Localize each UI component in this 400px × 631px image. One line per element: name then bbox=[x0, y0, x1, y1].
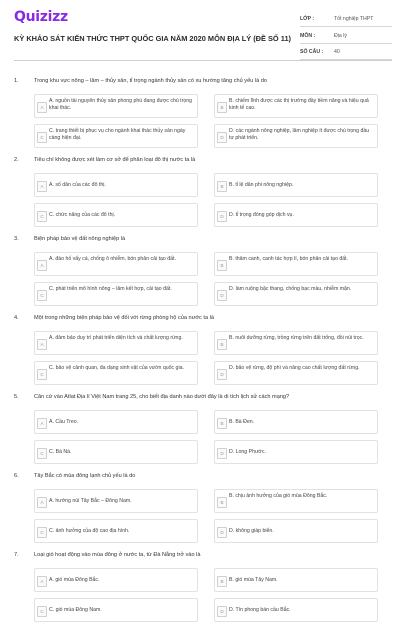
question-number: 5. bbox=[14, 394, 19, 400]
answer-option-b[interactable] bbox=[214, 252, 378, 276]
answer-option-d[interactable] bbox=[214, 598, 378, 622]
answer-option-a[interactable] bbox=[34, 331, 198, 355]
option-text: D. làm ruộng bậc thang, chống bạc màu, nhiễm mặn. bbox=[229, 286, 352, 292]
option-letter-badge: B bbox=[217, 260, 227, 271]
question-text: Căn cứ vào Atlat Địa lí Việt Nam trang 25, cho biết địa danh nào dưới đây là di tích lịch sử cách mạng? bbox=[34, 394, 290, 400]
meta-row-count bbox=[300, 45, 392, 60]
option-text: D. Tín phong bán cầu Bắc. bbox=[229, 607, 291, 613]
option-letter-badge: D bbox=[217, 290, 227, 301]
option-text: C. bảo vệ cảnh quan, đa dạng sinh vật của vườn quốc gia. bbox=[49, 365, 184, 371]
option-text: A. đào hố vẩy cá, chống ô nhiễm, bón phân cải tạo đất. bbox=[49, 256, 176, 262]
option-text: C. gió mùa Đông Nam. bbox=[49, 607, 102, 613]
answer-option-c[interactable] bbox=[34, 598, 198, 622]
question-number: 2. bbox=[14, 157, 19, 163]
meta-label: MÔN : bbox=[300, 32, 316, 39]
meta-value: Địa lý bbox=[334, 32, 347, 39]
question-text: Tiêu chí không được xét làm cơ sở để phân loại đô thị nước ta là bbox=[34, 157, 196, 163]
answer-option-b[interactable] bbox=[214, 410, 378, 434]
options-grid bbox=[34, 327, 392, 389]
option-text: B. gió mùa Tây Nam. bbox=[229, 577, 278, 583]
question-number: 6. bbox=[14, 473, 19, 479]
page-title: KỲ KHẢO SÁT KIẾN THỨC THPT QUỐC GIA NĂM 2020 MÔN ĐỊA LÝ (ĐỀ SỐ 11) bbox=[14, 34, 292, 43]
option-text: D. Long Phước. bbox=[229, 449, 266, 455]
option-text: C. phát triển mô hình nông – lâm kết hợp, cải tạo đất. bbox=[49, 286, 172, 292]
question-number: 7. bbox=[14, 552, 19, 558]
option-letter-badge: C bbox=[37, 606, 47, 617]
meta-label: SỐ CÂU : bbox=[300, 49, 324, 55]
answer-option-a[interactable] bbox=[34, 94, 198, 118]
option-text: D. không giáp biển. bbox=[229, 528, 274, 534]
option-letter-badge: C bbox=[37, 132, 47, 143]
answer-option-a[interactable] bbox=[34, 410, 198, 434]
option-text: B. chịu ảnh hưởng của gió mùa Đông Bắc. bbox=[229, 493, 328, 499]
question-number: 3. bbox=[14, 236, 19, 242]
meta-row-class bbox=[300, 12, 392, 27]
question-text: Tây Bắc có mùa đông lạnh chủ yếu là do bbox=[34, 473, 136, 479]
question-block bbox=[0, 78, 400, 157]
question-text: Trong khu vực nông – lâm – thủy sản, tỉ trọng ngành thủy sản có xu hướng tăng chủ yếu là do bbox=[34, 78, 267, 84]
option-letter-badge: B bbox=[217, 181, 227, 192]
answer-option-b[interactable] bbox=[214, 94, 378, 118]
answer-option-c[interactable] bbox=[34, 124, 198, 148]
question-block bbox=[0, 394, 400, 473]
option-text: A. số dân của các đô thị. bbox=[49, 182, 106, 188]
option-letter-badge: B bbox=[217, 102, 227, 113]
option-letter-badge: D bbox=[217, 448, 227, 459]
option-letter-badge: A bbox=[37, 339, 47, 350]
answer-option-b[interactable] bbox=[214, 568, 378, 592]
question-text: Một trong những biện pháp bảo vệ đối với rừng phòng hộ của nước ta là bbox=[34, 315, 214, 321]
answer-option-d[interactable] bbox=[214, 519, 378, 543]
option-letter-badge: A bbox=[37, 418, 47, 429]
answer-option-b[interactable] bbox=[214, 489, 378, 513]
option-letter-badge: A bbox=[37, 102, 47, 113]
option-text: D. bảo vệ rừng, độ phì và nâng cao chất lượng đất rừng. bbox=[229, 365, 360, 371]
answer-option-c[interactable] bbox=[34, 519, 198, 543]
option-text: B. thâm canh, canh tác hợp lí, bón phân cải tạo đất. bbox=[229, 256, 349, 262]
answer-option-d[interactable] bbox=[214, 282, 378, 306]
option-letter-badge: D bbox=[217, 369, 227, 380]
option-text: A. hướng núi Tây Bắc – Đông Nam. bbox=[49, 498, 132, 504]
option-letter-badge: D bbox=[217, 211, 227, 222]
option-text: A. đảm bảo duy trì phát triển diện tích và chất lượng rừng. bbox=[49, 335, 183, 341]
option-text: D. tỉ trọng đóng góp dịch vụ. bbox=[229, 212, 294, 218]
option-text: C. trang thiết bị phục vụ cho ngành khai thác thủy sản ngày càng hiện đại. bbox=[49, 128, 186, 141]
answer-option-c[interactable] bbox=[34, 440, 198, 464]
option-text: A. nguồn tài nguyên thủy sản phong phú đang được chú trọng khai thác. bbox=[49, 98, 193, 111]
question-text: Loại gió hoạt động vào mùa đông ở nước ta, từ Đà Nẵng trở vào là bbox=[34, 552, 201, 558]
answer-option-a[interactable] bbox=[34, 568, 198, 592]
option-letter-badge: A bbox=[37, 497, 47, 508]
meta-box bbox=[300, 12, 392, 62]
options-grid bbox=[34, 169, 392, 231]
answer-option-d[interactable] bbox=[214, 203, 378, 227]
option-letter-badge: C bbox=[37, 369, 47, 380]
option-letter-badge: B bbox=[217, 339, 227, 350]
options-grid bbox=[34, 90, 392, 152]
meta-value: 40 bbox=[334, 49, 340, 55]
quizizz-logo: Quizizz bbox=[14, 9, 68, 25]
option-letter-badge: D bbox=[217, 606, 227, 617]
question-block bbox=[0, 473, 400, 552]
meta-value: Tốt nghiệp THPT bbox=[334, 16, 374, 22]
answer-option-b[interactable] bbox=[214, 331, 378, 355]
option-text: C. Bà Nà. bbox=[49, 449, 72, 455]
option-letter-badge: B bbox=[217, 497, 227, 508]
option-text: C. chức năng của các đô thị. bbox=[49, 212, 116, 218]
question-list bbox=[0, 78, 400, 631]
meta-row-subject bbox=[300, 29, 392, 44]
option-text: A. gió mùa Đông Bắc. bbox=[49, 577, 100, 583]
answer-option-a[interactable] bbox=[34, 252, 198, 276]
option-text: A. Cầu Treo. bbox=[49, 419, 79, 425]
answer-option-a[interactable] bbox=[34, 489, 198, 513]
option-letter-badge: A bbox=[37, 576, 47, 587]
option-letter-badge: C bbox=[37, 211, 47, 222]
options-grid bbox=[34, 564, 392, 626]
question-number: 4. bbox=[14, 315, 19, 321]
option-letter-badge: C bbox=[37, 527, 47, 538]
question-block bbox=[0, 157, 400, 236]
options-grid bbox=[34, 485, 392, 547]
meta-label: LỚP : bbox=[300, 16, 315, 22]
option-text: B. chiếm lĩnh được các thị trường đầy tiềm năng và hiệu quả kinh tế cao. bbox=[229, 98, 369, 111]
option-letter-badge: B bbox=[217, 418, 227, 429]
option-text: D. các ngành nông nghiệp, lâm nghiệp ít được chú trọng đầu tư phát triển. bbox=[229, 128, 370, 141]
answer-option-d[interactable] bbox=[214, 361, 378, 385]
option-text: B. tỉ lệ dân phi nông nghiệp. bbox=[229, 182, 294, 188]
answer-option-c[interactable] bbox=[34, 361, 198, 385]
answer-option-c[interactable] bbox=[34, 203, 198, 227]
option-letter-badge: D bbox=[217, 132, 227, 143]
question-block bbox=[0, 236, 400, 315]
question-block bbox=[0, 552, 400, 631]
options-grid bbox=[34, 248, 392, 310]
question-block bbox=[0, 315, 400, 394]
option-text: B. nuôi dưỡng rừng, trồng rừng trên đất trống, đồi núi trọc. bbox=[229, 335, 364, 341]
options-grid bbox=[34, 406, 392, 468]
option-letter-badge: C bbox=[37, 448, 47, 459]
question-number: 1. bbox=[14, 78, 19, 84]
option-letter-badge: C bbox=[37, 290, 47, 301]
option-text: C. ảnh hưởng của độ cao địa hình. bbox=[49, 528, 130, 534]
answer-option-d[interactable] bbox=[214, 440, 378, 464]
header-divider bbox=[14, 60, 392, 61]
answer-option-c[interactable] bbox=[34, 282, 198, 306]
answer-option-d[interactable] bbox=[214, 124, 378, 148]
answer-option-b[interactable] bbox=[214, 173, 378, 197]
option-letter-badge: A bbox=[37, 181, 47, 192]
question-text: Biện pháp bảo vệ đất nông nghiệp là bbox=[34, 236, 126, 242]
answer-option-a[interactable] bbox=[34, 173, 198, 197]
option-letter-badge: B bbox=[217, 576, 227, 587]
option-text: B. Bà Đen. bbox=[229, 419, 255, 425]
option-letter-badge: D bbox=[217, 527, 227, 538]
option-letter-badge: A bbox=[37, 260, 47, 271]
